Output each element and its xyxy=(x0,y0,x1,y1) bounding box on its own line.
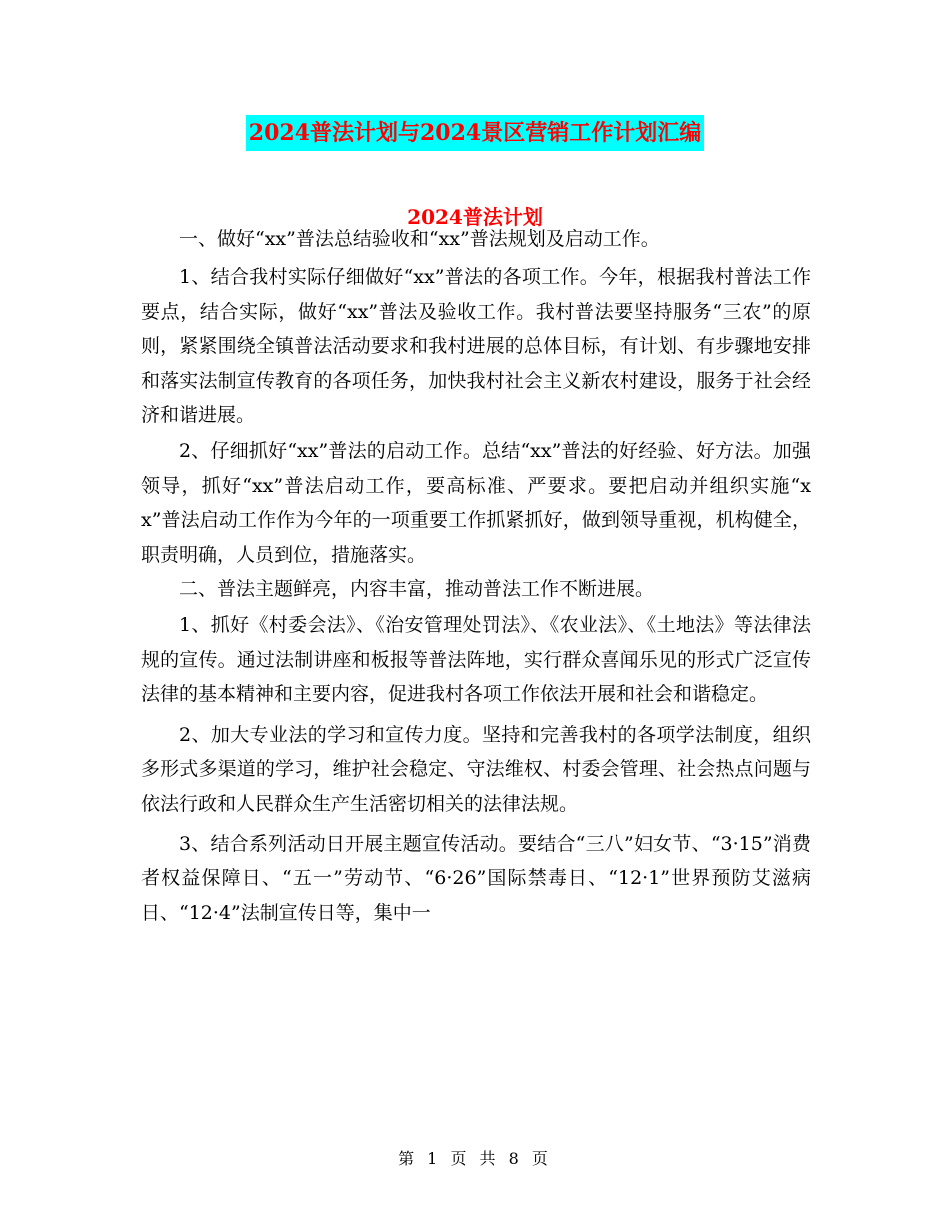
paragraph-5: 1、抓好《村委会法》、《治安管理处罚法》、《农业法》、《土地法》等法律法规的宣传。通过法制讲座和板报等普法阵地，实行群众喜闻乐见的形式广泛宣传法律的基本精神和主要内容，促进我村各项工作依法开展和社会和谐稳定。 xyxy=(141,614,811,706)
paragraph-7: 3、结合系列活动日开展主题宣传活动。要结合“三八”妇女节、“3·15”消费者权益保障日、“五一”劳动节、“6·26”国际禁毒日、“12·1”世界预防艾滋病日、“12·4”法制宣传日等，集中一 xyxy=(141,832,811,924)
paragraph-6: 2、加大专业法的学习和宣传力度。坚持和完善我村的各项学法制度，组织多形式多渠道的学习，维护社会稳定、守法维权、村委会管理、社会热点问题与依法行政和人民群众生产生活密切相关的法律法规。 xyxy=(141,723,811,815)
paragraph-4: 二、普法主题鲜亮，内容丰富，推动普法工作不断进展。 xyxy=(179,578,655,601)
document-title xyxy=(0,111,950,151)
document-body xyxy=(141,222,811,930)
paragraph-2: 1、结合我村实际仔细做好“xx”普法的各项工作。今年，根据我村普法工作要点，结合实际，做好“xx”普法及验收工作。我村普法要坚持服务“三农”的原则，紧紧围绕全镇普法活动要求和我村进展的总体目标，有计划、有步骤地安排和落实法制宣传教育的各项任务，加快我村社会主义新农村建设，服务于社会经济和谐进展。 xyxy=(141,266,811,427)
section-title: 2024普法计划 xyxy=(407,205,543,229)
page-footer: 第 1 页 共 8 页 xyxy=(398,1149,552,1168)
document-title-highlight: 2024普法计划与2024景区营销工作计划汇编 xyxy=(246,115,704,151)
paragraph-3: 2、仔细抓好“xx”普法的启动工作。总结“xx”普法的好经验、好方法。加强领导，抓好“xx”普法启动工作，要高标准、严要求。要把启动并组织实施“xx”普法启动工作作为今年的一项重要工作抓紧抓好，做到领导重视，机构健全，职责明确，人员到位，措施落实。 xyxy=(141,440,811,566)
paragraph-1: 一、做好“xx”普法总结验收和“xx”普法规划及启动工作。 xyxy=(179,228,660,250)
